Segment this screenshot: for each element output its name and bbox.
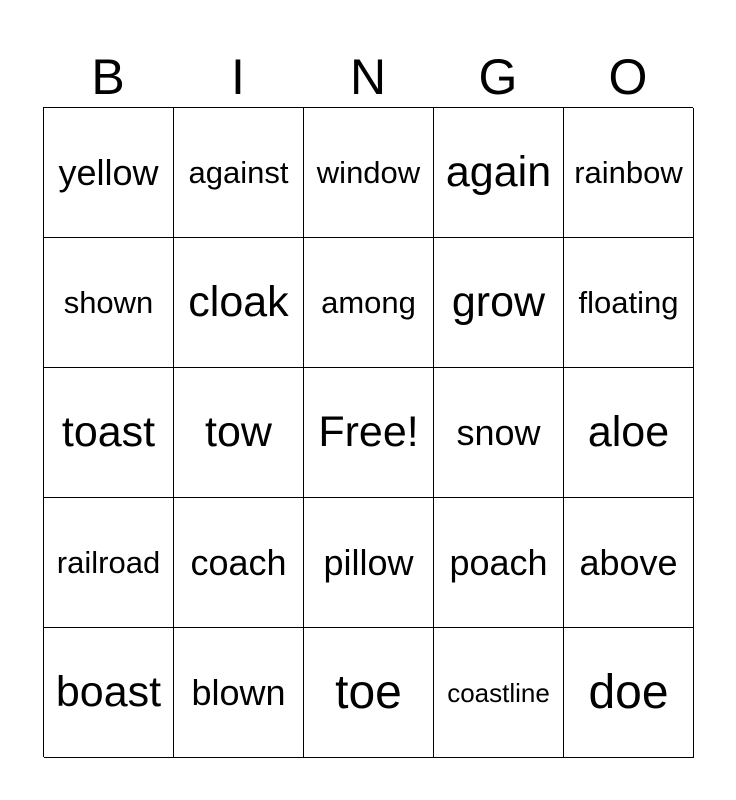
- bingo-cell[interactable]: poach: [434, 498, 564, 628]
- bingo-cell[interactable]: doe: [564, 628, 694, 758]
- bingo-cell[interactable]: tow: [174, 368, 304, 498]
- bingo-cell[interactable]: cloak: [174, 238, 304, 368]
- bingo-cell[interactable]: toe: [304, 628, 434, 758]
- header-letter-n: N: [349, 49, 387, 105]
- bingo-cell[interactable]: again: [434, 108, 564, 238]
- bingo-header: [43, 46, 693, 108]
- bingo-cell[interactable]: against: [174, 108, 304, 238]
- bingo-cell[interactable]: snow: [434, 368, 564, 498]
- bingo-cell[interactable]: toast: [44, 368, 174, 498]
- header-letter-b: B: [91, 49, 125, 105]
- bingo-cell[interactable]: among: [304, 238, 434, 368]
- bingo-cell[interactable]: window: [304, 108, 434, 238]
- header-letter-i: I: [231, 49, 245, 105]
- bingo-cell[interactable]: above: [564, 498, 694, 628]
- bingo-cell[interactable]: shown: [44, 238, 174, 368]
- header-letter-g: G: [478, 49, 518, 105]
- bingo-cell[interactable]: rainbow: [564, 108, 694, 238]
- bingo-cell[interactable]: yellow: [44, 108, 174, 238]
- bingo-free-space[interactable]: Free!: [304, 368, 434, 498]
- bingo-cell[interactable]: railroad: [44, 498, 174, 628]
- bingo-cell[interactable]: aloe: [564, 368, 694, 498]
- bingo-cell[interactable]: blown: [174, 628, 304, 758]
- header-letter-o: O: [608, 49, 648, 105]
- bingo-cell[interactable]: pillow: [304, 498, 434, 628]
- bingo-cell[interactable]: coach: [174, 498, 304, 628]
- bingo-cell[interactable]: coastline: [434, 628, 564, 758]
- bingo-cell[interactable]: floating: [564, 238, 694, 368]
- bingo-cell[interactable]: boast: [44, 628, 174, 758]
- bingo-card-grid: [43, 107, 693, 757]
- bingo-cell[interactable]: grow: [434, 238, 564, 368]
